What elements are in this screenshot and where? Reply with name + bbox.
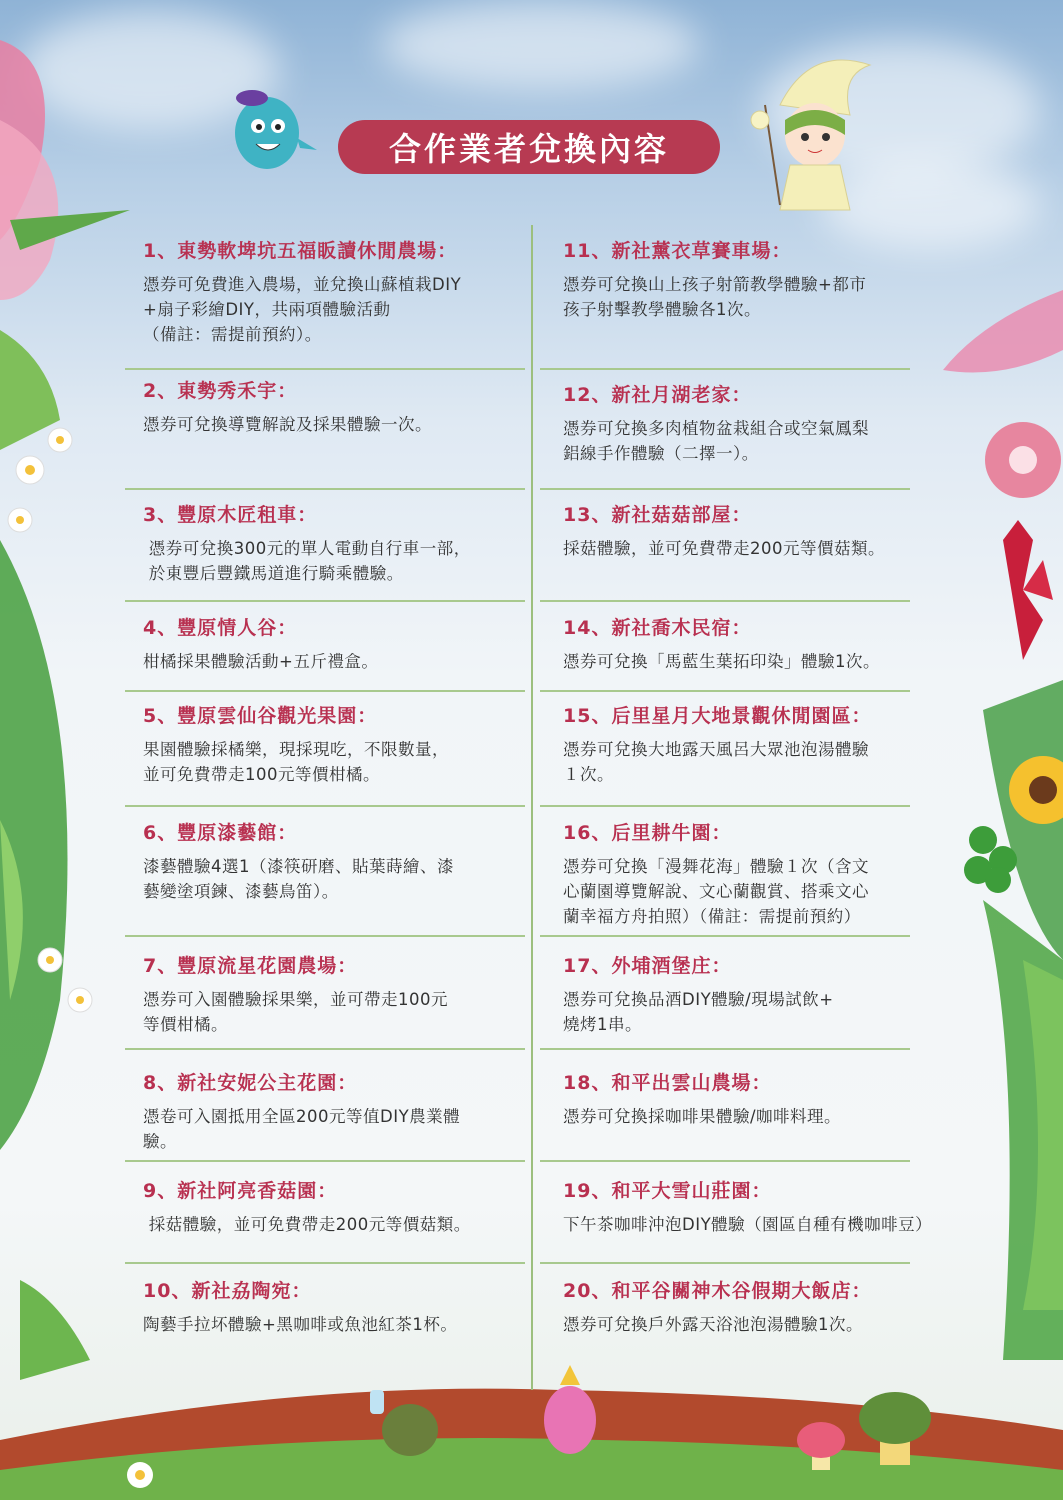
entry-separator (125, 488, 525, 490)
entry-name: 11、新社薰衣草賽車場： (563, 240, 792, 262)
description-line: 憑券可兌換戶外露天浴池泡湯體驗1次。 (563, 1315, 863, 1334)
entry-item (143, 703, 533, 787)
entry-separator (540, 935, 910, 937)
entry-separator (540, 488, 910, 490)
description-line: 鋁線手作體驗（二擇一）。 (563, 444, 759, 463)
description-line: 憑券可兌換300元的單人電動自行車一部， (143, 539, 471, 558)
entry-description (143, 854, 533, 904)
description-line: 憑券可兌換品酒DIY體驗/現場試飲+ (563, 990, 834, 1009)
entry-description (143, 1312, 533, 1337)
description-line: 憑卷可入園抵用全區200元等值DIY農業體 (143, 1107, 461, 1126)
entry-item (143, 502, 533, 586)
entry-item (563, 953, 953, 1037)
entry-name: 2、東勢秀禾宇： (143, 380, 298, 402)
entry-item (143, 238, 533, 347)
entry-description (143, 737, 533, 787)
entry-name: 8、新社安妮公主花園： (143, 1072, 358, 1094)
entry-separator (125, 600, 525, 602)
description-line: 蘭幸福方舟拍照）（備註：需提前預約） (563, 907, 861, 926)
entry-item (563, 382, 953, 466)
entry-description (563, 416, 953, 466)
entry-item (563, 502, 953, 561)
entry-item (563, 1278, 953, 1337)
entry-name: 10、新社劦陶宛： (143, 1280, 312, 1302)
description-line: 憑券可兌換「漫舞花海」體驗１次（含文 (563, 857, 869, 876)
entry-separator (540, 805, 910, 807)
description-line: 憑券可兌換採咖啡果體驗/咖啡料理。 (563, 1107, 842, 1126)
entry-item (143, 1178, 533, 1237)
entry-name: 15、后里星月大地景觀休閒園區： (563, 705, 872, 727)
description-line: （備註：需提前預約）。 (143, 325, 322, 344)
entry-separator (125, 935, 525, 937)
description-line: 憑券可兌換山上孩子射箭教學體驗+都市 (563, 275, 867, 294)
entry-description (143, 1104, 533, 1154)
description-line: 孩子射擊教學體驗各1次。 (563, 300, 761, 319)
left-flowers-illustration (0, 0, 140, 1400)
entry-item (143, 953, 533, 1037)
entry-name: 20、和平谷關神木谷假期大飯店： (563, 1280, 872, 1302)
entry-description (563, 737, 953, 787)
entry-item (143, 378, 533, 437)
description-line: 驗。 (143, 1132, 177, 1151)
entry-separator (125, 805, 525, 807)
entry-description (563, 272, 953, 322)
description-line: +扇子彩繪DIY，共兩項體驗活動 (143, 300, 391, 319)
entry-separator (125, 1262, 525, 1264)
entry-description (563, 854, 953, 929)
entry-item (563, 703, 953, 787)
description-line: 漆藝體驗4選1（漆筷研磨、貼葉蒔繪、漆 (143, 857, 454, 876)
description-line: 下午茶咖啡沖泡DIY體驗（園區自種有機咖啡豆） (563, 1215, 933, 1234)
entry-item (563, 1178, 953, 1237)
page-title: 合作業者兌換內容 (338, 120, 720, 174)
entry-name: 4、豐原情人谷： (143, 617, 298, 639)
entry-description (563, 649, 953, 674)
entry-item (563, 1070, 953, 1129)
description-line: 燒烤1串。 (563, 1015, 642, 1034)
description-line: 憑券可入園體驗採果樂，並可帶走100元 (143, 990, 448, 1009)
entry-separator (540, 690, 910, 692)
entry-name: 16、后里耕牛園： (563, 822, 732, 844)
entry-description (143, 1212, 533, 1237)
description-line: 於東豐后豐鐵馬道進行騎乘體驗。 (143, 564, 404, 583)
entry-description (563, 987, 953, 1037)
entry-item (143, 1070, 533, 1154)
description-line: 憑券可兌換大地露天風呂大眾池泡湯體驗 (563, 740, 869, 759)
description-line: 並可免費帶走100元等價柑橘。 (143, 765, 380, 784)
entry-item (143, 820, 533, 904)
flower-fairy-character (740, 45, 880, 215)
entry-description (143, 649, 533, 674)
description-line: 憑券可兌換導覽解說及採果體驗一次。 (143, 415, 432, 434)
description-line: 心蘭園導覽解說、文心蘭觀賞、搭乘文心 (563, 882, 869, 901)
entry-description (563, 536, 953, 561)
entry-description (563, 1104, 953, 1129)
entry-name: 6、豐原漆藝館： (143, 822, 298, 844)
entry-name: 1、東勢軟埤坑五福眅讀休閒農場： (143, 240, 458, 262)
entry-separator (125, 1160, 525, 1162)
description-line: １次。 (563, 765, 614, 784)
entry-separator (125, 368, 525, 370)
entry-item (563, 820, 953, 929)
entry-name: 5、豐原雲仙谷觀光果園： (143, 705, 378, 727)
entry-description (143, 412, 533, 437)
description-line: 憑券可免費進入農場，並兌換山蘇植栽DIY (143, 275, 462, 294)
description-line: 採菇體驗，並可免費帶走200元等價菇類。 (563, 539, 885, 558)
entry-description (563, 1312, 953, 1337)
description-line: 果園體驗採橘樂，現採現吃，不限數量， (143, 740, 449, 759)
entry-description (563, 1212, 953, 1237)
entry-name: 14、新社喬木民宿： (563, 617, 752, 639)
description-line: 藝變塗項鍊、漆藝鳥笛）。 (143, 882, 339, 901)
entry-name: 17、外埔酒堡庄： (563, 955, 732, 977)
entry-separator (540, 1048, 910, 1050)
entry-separator (540, 1262, 910, 1264)
entry-item (143, 1278, 533, 1337)
entry-item (143, 615, 533, 674)
entry-separator (540, 600, 910, 602)
entry-item (563, 615, 953, 674)
entry-separator (540, 368, 910, 370)
entry-description (143, 536, 533, 586)
entry-description (143, 987, 533, 1037)
description-line: 陶藝手拉坏體驗+黑咖啡或魚池紅茶1杯。 (143, 1315, 458, 1334)
entry-name: 3、豐原木匠租車： (143, 504, 318, 526)
description-line: 憑券可兌換多肉植物盆栽組合或空氣鳳梨 (563, 419, 869, 438)
entry-separator (540, 1160, 910, 1162)
description-line: 等價柑橘。 (143, 1015, 228, 1034)
description-line: 憑券可兌換「馬藍生葉拓印染」體驗1次。 (563, 652, 880, 671)
entry-name: 13、新社菇菇部屋： (563, 504, 752, 526)
entry-name: 9、新社阿亮香菇園： (143, 1180, 338, 1202)
description-line: 柑橘採果體驗活動+五斤禮盒。 (143, 652, 379, 671)
entry-name: 12、新社月湖老家： (563, 384, 752, 406)
entry-item (563, 238, 953, 322)
entry-separator (125, 690, 525, 692)
entry-description (143, 272, 533, 347)
blob-character (222, 78, 322, 178)
entry-name: 19、和平大雪山莊園： (563, 1180, 772, 1202)
description-line: 採菇體驗，並可免費帶走200元等價菇類。 (143, 1215, 471, 1234)
entry-name: 7、豐原流星花園農場： (143, 955, 358, 977)
entry-name: 18、和平出雲山農場： (563, 1072, 772, 1094)
entry-separator (125, 1048, 525, 1050)
